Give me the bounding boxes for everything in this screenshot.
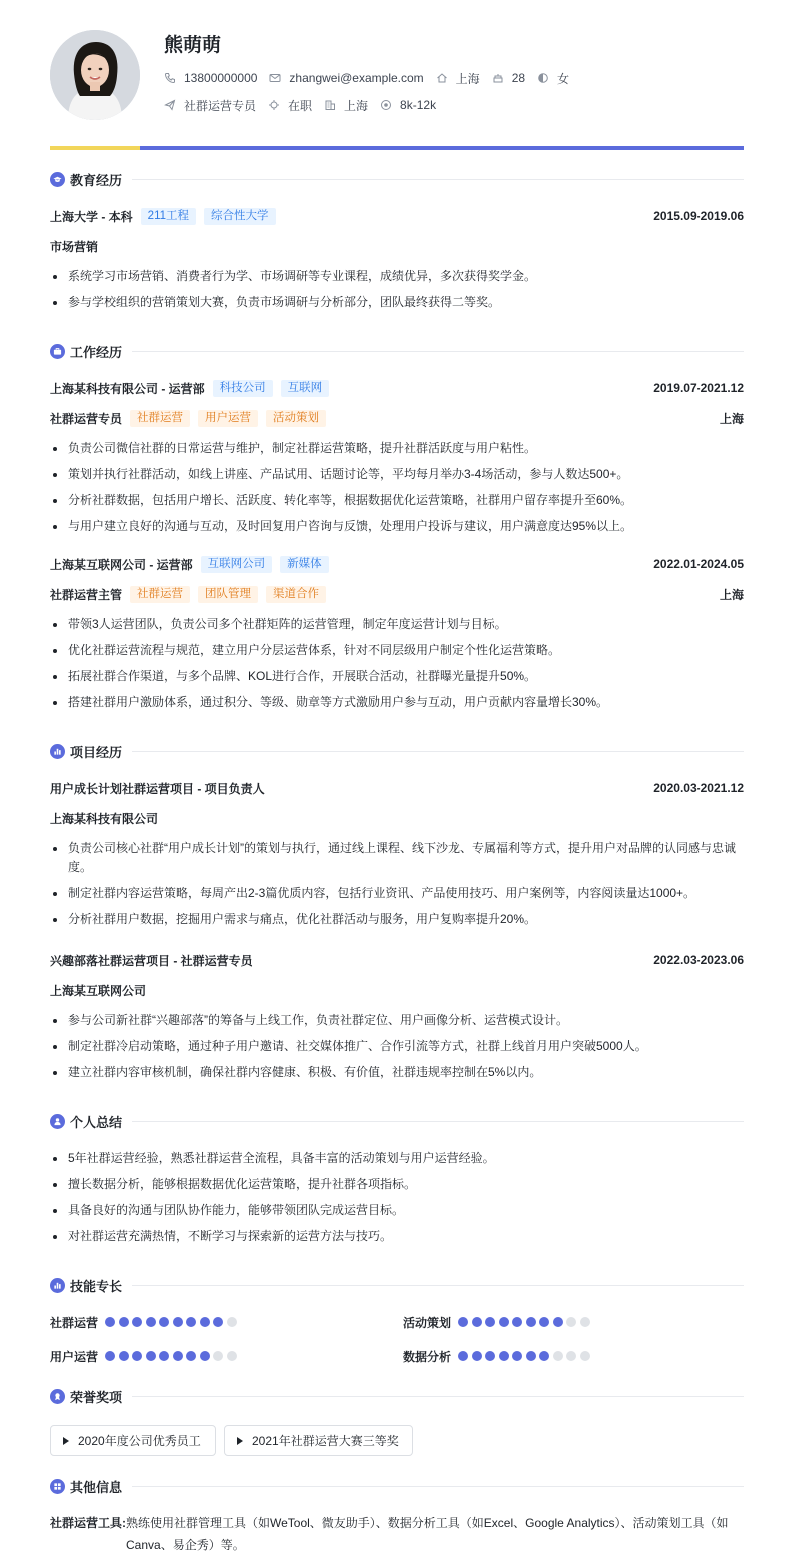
award-icon [50, 1389, 65, 1404]
education-period: 2015.09-2019.06 [653, 209, 744, 223]
rating-dot-filled [472, 1317, 482, 1327]
role-tag: 社群运营 [130, 586, 190, 603]
list-item: 拓展社群合作渠道，与多个品牌、KOL进行合作，开展联合活动，社群曝光量提升50%。 [50, 667, 744, 686]
rating-dot-filled [186, 1351, 196, 1361]
summary-title: 个人总结 [70, 1114, 123, 1130]
education-section-header [50, 169, 744, 189]
city-item [436, 70, 480, 86]
list-item: 建立社群内容审核机制，确保社群内容健康、积极、有价值，社群违规率控制在5%以内。 [50, 1063, 744, 1082]
role-tag: 用户运营 [198, 410, 258, 427]
section-divider [132, 1121, 744, 1122]
summary-section-header [50, 1111, 744, 1131]
phone-icon [164, 72, 176, 84]
job-role: 社群运营主管 [50, 587, 123, 602]
position-value: 社群运营专员 [184, 98, 257, 113]
work-title: 工作经历 [70, 344, 123, 360]
bar-chart-icon [50, 1278, 65, 1293]
rating-dot-filled [512, 1317, 522, 1327]
gender-item [537, 70, 569, 86]
rating-dot-filled [146, 1351, 156, 1361]
skill-rating [458, 1351, 593, 1361]
job-role-row [50, 408, 744, 428]
rating-dot-filled [159, 1351, 169, 1361]
list-item: 制定社群内容运营策略，每周产出2-3篇优质内容，包括行业资讯、产品使用技巧、用户案例等，内容阅读量达1000+。 [50, 884, 744, 903]
summary-bullets [50, 1149, 744, 1253]
phone-item [164, 70, 257, 86]
other-text: 熟练使用社群管理工具（如WeTool、微友助手）、数据分析工具（如Excel、Google Analytics）、活动策划工具（如Canva、易企秀）等。 [126, 1516, 729, 1552]
job-bullets [50, 615, 744, 719]
company-tag: 新媒体 [280, 556, 329, 573]
section-divider [132, 179, 744, 180]
project-bullets [50, 1011, 744, 1089]
honor-label: 2021年社群运营大赛三等奖 [252, 1434, 399, 1448]
honor-item [224, 1425, 413, 1456]
rating-dot-filled [200, 1317, 210, 1327]
skill-name: 社群运营 [50, 1315, 99, 1330]
skill-name: 用户运营 [50, 1349, 99, 1364]
home-icon [436, 72, 448, 84]
job-period: 2019.07-2021.12 [653, 381, 744, 395]
skill-item [403, 1314, 593, 1330]
project-org-row [50, 980, 744, 1000]
status-value: 在职 [288, 98, 313, 113]
header-divider [50, 146, 744, 150]
other-label: 社群运营工具: [50, 1516, 126, 1530]
rating-dot-empty [580, 1317, 590, 1327]
skills-section-header [50, 1275, 744, 1295]
grid-icon [50, 1479, 65, 1494]
status-icon [268, 99, 280, 111]
education-major-row [50, 236, 744, 256]
rating-dot-filled [472, 1351, 482, 1361]
cake-icon [492, 72, 504, 84]
list-item: 对社群运营充满热情，不断学习与探索新的运营方法与技巧。 [50, 1227, 744, 1246]
city-value: 上海 [455, 71, 480, 86]
status-item [268, 97, 312, 113]
age-item [492, 70, 525, 86]
salary-item [380, 97, 436, 113]
education-bullets [50, 267, 744, 319]
rating-dot-filled [553, 1317, 563, 1327]
section-divider [132, 1486, 744, 1487]
rating-dot-filled [119, 1351, 129, 1361]
rating-dot-filled [458, 1317, 468, 1327]
user-icon [50, 1114, 65, 1129]
section-divider [132, 1285, 744, 1286]
other-title: 其他信息 [70, 1479, 123, 1495]
project-entry-header [50, 950, 744, 970]
list-item: 负责公司微信社群的日常运营与维护，制定社群运营策略，提升社群活跃度与用户粘性。 [50, 439, 744, 458]
company-name: 上海某科技有限公司 - 运营部 [50, 381, 205, 396]
school-tag: 综合性大学 [204, 208, 276, 225]
graduation-cap-icon [50, 172, 65, 187]
play-icon [63, 1437, 69, 1445]
list-item: 分析社群数据，包括用户增长、活跃度、转化率等，根据数据优化运营策略，社群用户留存率提升至60%。 [50, 491, 744, 510]
list-item: 分析社群用户数据，挖掘用户需求与痛点，优化社群活动与服务，用户复购率提升20%。 [50, 910, 744, 929]
play-icon [237, 1437, 243, 1445]
projects-section-header [50, 741, 744, 761]
rating-dot-filled [512, 1351, 522, 1361]
major: 市场营销 [50, 239, 99, 254]
project-bullets [50, 839, 744, 936]
list-item: 带领3人运营团队，负责公司多个社群矩阵的运营管理，制定年度运营计划与目标。 [50, 615, 744, 634]
other-info-row [50, 1512, 744, 1556]
honor-label: 2020年度公司优秀员工 [78, 1434, 201, 1448]
building-icon [324, 99, 336, 111]
role-tag: 渠道合作 [266, 586, 326, 603]
rating-dot-empty [580, 1351, 590, 1361]
list-item: 优化社群运营流程与规范，建立用户分层运营体系，针对不同层级用户制定个性化运营策略。 [50, 641, 744, 660]
rating-dot-filled [119, 1317, 129, 1327]
job-entry-header [50, 554, 744, 574]
honor-item [50, 1425, 216, 1456]
job-period: 2022.01-2024.05 [653, 557, 744, 571]
age-value: 28 [511, 71, 526, 85]
job-bullets [50, 439, 744, 543]
rating-dot-filled [213, 1317, 223, 1327]
position-item [164, 97, 256, 113]
other-section-header [50, 1476, 744, 1496]
job-role: 社群运营专员 [50, 411, 123, 426]
section-divider [132, 751, 744, 752]
rating-dot-filled [539, 1317, 549, 1327]
rating-dot-filled [105, 1317, 115, 1327]
job-entry-header [50, 378, 744, 398]
email-value: zhangwei@example.com [289, 71, 424, 85]
project-org: 上海某互联网公司 [50, 983, 147, 998]
rating-dot-filled [200, 1351, 210, 1361]
list-item: 策划并执行社群活动，如线上讲座、产品试用、话题讨论等，平均每月举办3-4场活动，参与人数达500+。 [50, 465, 744, 484]
avatar [50, 30, 140, 120]
bar-chart-icon [50, 744, 65, 759]
salary-value: 8k-12k [400, 98, 437, 112]
role-tag: 社群运营 [130, 410, 190, 427]
school-tag: 211工程 [141, 208, 196, 225]
list-item: 参与公司新社群“兴趣部落”的筹备与上线工作，负责社群定位、用户画像分析、运营模式设计。 [50, 1011, 744, 1030]
rating-dot-filled [499, 1317, 509, 1327]
list-item: 参与学校组织的营销策划大赛，负责市场调研与分析部分，团队最终获得二等奖。 [50, 293, 744, 312]
email-item [269, 70, 423, 86]
project-period: 2022.03-2023.06 [653, 953, 744, 967]
rating-dot-filled [526, 1317, 536, 1327]
company-tag: 互联网公司 [201, 556, 273, 573]
project-name: 用户成长计划社群运营项目 - 项目负责人 [50, 781, 265, 796]
list-item: 负责公司核心社群“用户成长计划”的策划与执行，通过线上课程、线下沙龙、专属福利等方式，提升用户对品牌的认同感与忠诚度。 [50, 839, 744, 877]
target-city-value: 上海 [344, 98, 369, 113]
skills-title: 技能专长 [70, 1278, 123, 1294]
rating-dot-filled [458, 1351, 468, 1361]
project-entry-header [50, 778, 744, 798]
gender-icon [537, 72, 549, 84]
projects-title: 项目经历 [70, 744, 123, 760]
skill-item [403, 1348, 593, 1364]
gender-value: 女 [557, 71, 570, 86]
candidate-name: 熊萌萌 [164, 35, 222, 56]
rating-dot-empty [213, 1351, 223, 1361]
rating-dot-filled [146, 1317, 156, 1327]
rating-dot-filled [539, 1351, 549, 1361]
school-name: 上海大学 - 本科 [50, 209, 133, 224]
rating-dot-empty [227, 1317, 237, 1327]
header-divider-accent [50, 146, 140, 150]
rating-dot-filled [105, 1351, 115, 1361]
section-divider [132, 1396, 744, 1397]
job-location: 上海 [719, 411, 744, 426]
company-tag: 互联网 [281, 380, 330, 397]
project-name: 兴趣部落社群运营项目 - 社群运营专员 [50, 953, 253, 968]
rating-dot-filled [132, 1317, 142, 1327]
rating-dot-filled [485, 1317, 495, 1327]
skill-rating [105, 1317, 240, 1327]
target-city-item [324, 97, 368, 113]
rating-dot-filled [173, 1317, 183, 1327]
list-item: 擅长数据分析，能够根据数据优化运营策略，提升社群各项指标。 [50, 1175, 744, 1194]
rating-dot-filled [132, 1351, 142, 1361]
skill-rating [105, 1351, 240, 1361]
phone-value: 13800000000 [184, 71, 258, 85]
job-role-row [50, 584, 744, 604]
send-icon [164, 99, 176, 111]
rating-dot-filled [526, 1351, 536, 1361]
rating-dot-empty [566, 1351, 576, 1361]
rating-dot-empty [553, 1351, 563, 1361]
rating-dot-empty [566, 1317, 576, 1327]
honors-section-header [50, 1386, 744, 1406]
section-divider [132, 351, 744, 352]
education-entry-header [50, 206, 744, 226]
skill-item [50, 1314, 240, 1330]
company-name: 上海某互联网公司 - 运营部 [50, 557, 193, 572]
rating-dot-filled [186, 1317, 196, 1327]
rating-dot-filled [173, 1351, 183, 1361]
list-item: 搭建社群用户激励体系，通过积分、等级、勋章等方式激励用户参与互动，用户贡献内容量增长30%。 [50, 693, 744, 712]
education-title: 教育经历 [70, 172, 123, 188]
skill-item [50, 1348, 240, 1364]
list-item: 系统学习市场营销、消费者行为学、市场调研等专业课程，成绩优异，多次获得奖学金。 [50, 267, 744, 286]
work-section-header [50, 341, 744, 361]
rating-dot-filled [499, 1351, 509, 1361]
role-tag: 活动策划 [266, 410, 326, 427]
skill-rating [458, 1317, 593, 1327]
job-intent-row [164, 97, 448, 113]
project-period: 2020.03-2021.12 [653, 781, 744, 795]
job-location: 上海 [719, 587, 744, 602]
list-item: 与用户建立良好的沟通与互动，及时回复用户咨询与反馈，处理用户投诉与建议，用户满意度达95%以上。 [50, 517, 744, 536]
project-org-row [50, 808, 744, 828]
mail-icon [269, 72, 281, 84]
rating-dot-filled [159, 1317, 169, 1327]
rating-dot-filled [485, 1351, 495, 1361]
project-org: 上海某科技有限公司 [50, 811, 159, 826]
skill-name: 数据分析 [403, 1349, 452, 1364]
briefcase-icon [50, 344, 65, 359]
rating-dot-empty [227, 1351, 237, 1361]
company-tag: 科技公司 [213, 380, 273, 397]
list-item: 具备良好的沟通与团队协作能力，能够带领团队完成运营目标。 [50, 1201, 744, 1220]
list-item: 5年社群运营经验，熟悉社群运营全流程，具备丰富的活动策划与用户运营经验。 [50, 1149, 744, 1168]
salary-icon [380, 99, 392, 111]
contact-row [164, 70, 581, 86]
role-tag: 团队管理 [198, 586, 258, 603]
honors-title: 荣誉奖项 [70, 1389, 123, 1405]
list-item: 制定社群冷启动策略，通过种子用户邀请、社交媒体推广、合作引流等方式，社群上线首月用户突破5000人。 [50, 1037, 744, 1056]
skill-name: 活动策划 [403, 1315, 452, 1330]
